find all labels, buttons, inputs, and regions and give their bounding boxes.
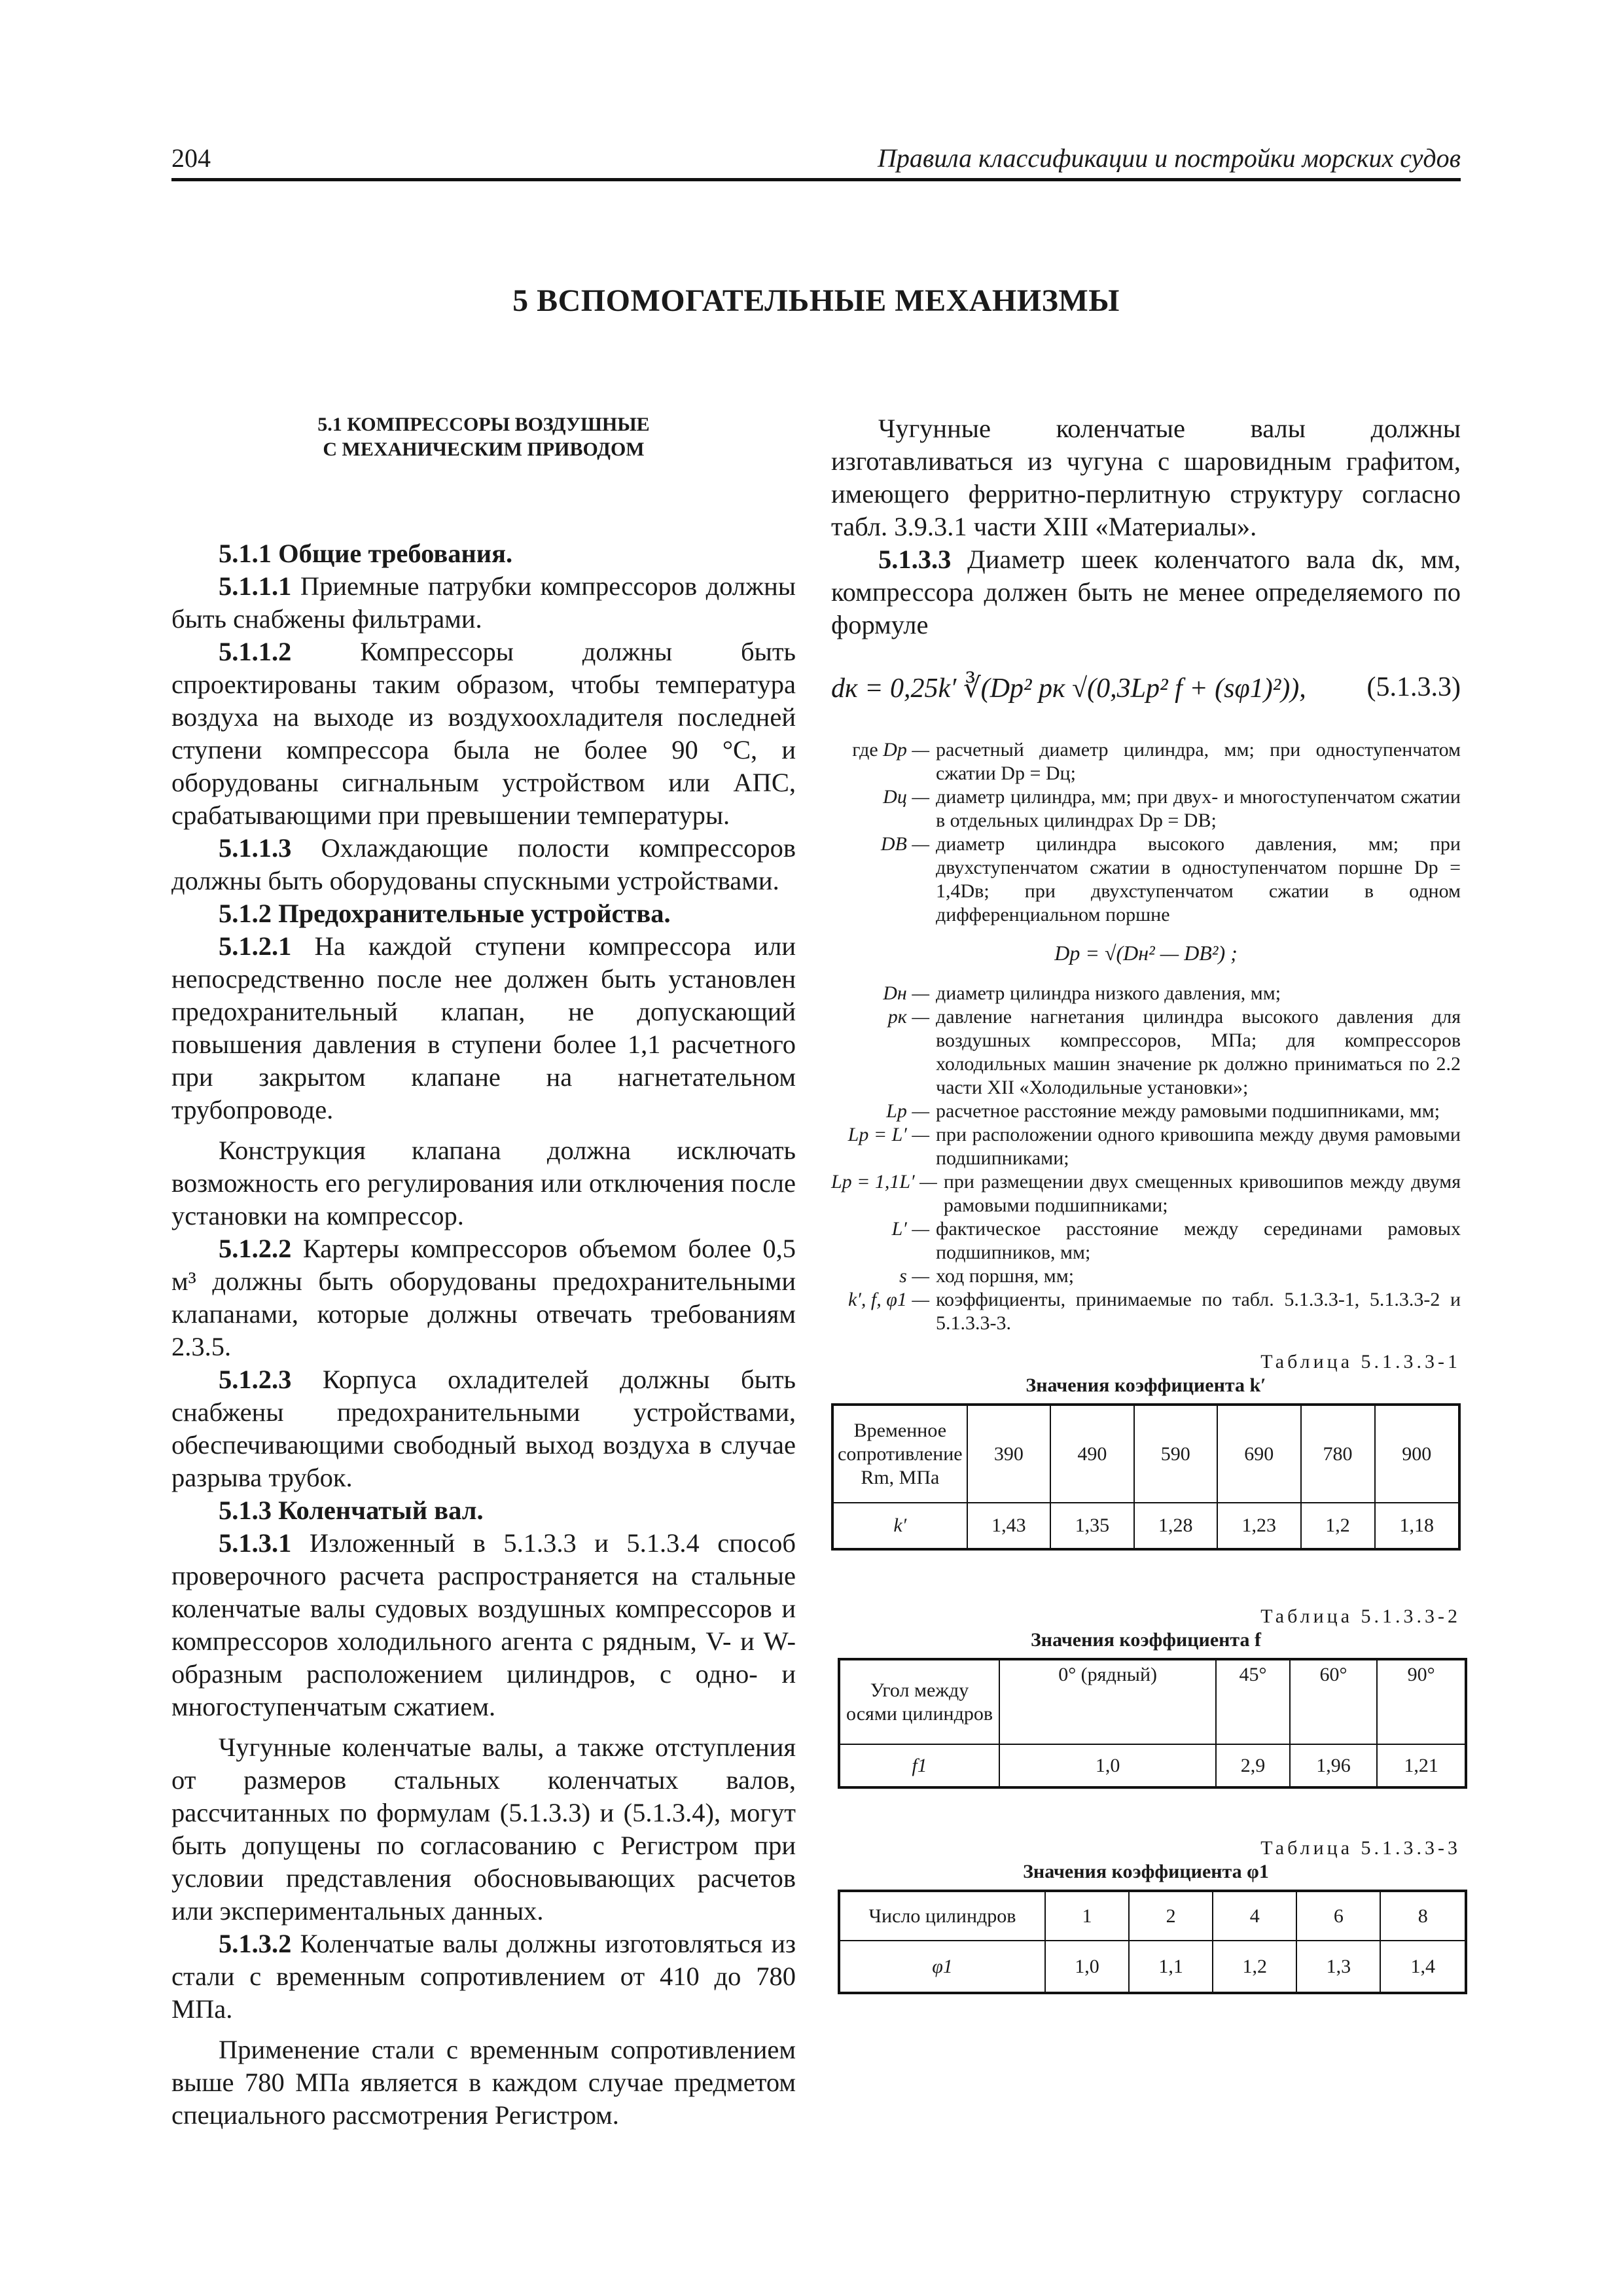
definition-item xyxy=(831,1005,1461,1100)
definition-item xyxy=(831,1170,1461,1217)
definition-text: давление нагнетания цилиндра высокого давления для воздушных компрессоров, МПа; для компрессоров холодильных машин значение pк должно приниматься по 2.2 части XII «Холодильные установки»; xyxy=(936,1006,1461,1098)
para-5-1-2-2 xyxy=(171,1232,796,1363)
table-title: Значения коэффициента k′ xyxy=(1026,1374,1266,1396)
definition-item xyxy=(831,1100,1461,1123)
table-row xyxy=(839,1941,1466,1993)
right-column xyxy=(831,412,1461,1994)
table-cell: 1,96 xyxy=(1290,1744,1378,1787)
para-number: 5.1.3.3 xyxy=(878,545,952,574)
table-cell: 0° (рядный) xyxy=(999,1659,1216,1744)
table-cell: 2 xyxy=(1129,1891,1213,1941)
table-cell: 90° xyxy=(1377,1659,1466,1744)
definition-item xyxy=(831,1265,1461,1288)
table-cell: 900 xyxy=(1375,1405,1459,1503)
para-steel-over-780: Применение стали с временным сопротивлением выше 780 МПа является в каждом случае предметом специального рассмотрения Регистром. xyxy=(171,2035,796,2130)
table-title: Значения коэффициента φ1 xyxy=(1023,1861,1269,1882)
left-column xyxy=(171,412,796,2132)
table-cell: 1,2 xyxy=(1213,1941,1296,1993)
definition-item xyxy=(831,1217,1461,1265)
definition-symbol: Dц — xyxy=(883,786,929,808)
para-5-1-3-1 xyxy=(171,1527,796,1723)
definition-item xyxy=(831,833,1461,927)
chapter-title: 5 ВСПОМОГАТЕЛЬНЫЕ МЕХАНИЗМЫ xyxy=(512,283,1120,318)
definition-symbol: pк — xyxy=(887,1006,929,1028)
table-cell: 1,43 xyxy=(967,1503,1050,1549)
definition-text: коэффициенты, принимаемые по табл. 5.1.3.3-1, 5.1.3.3-2 и 5.1.3.3-3. xyxy=(936,1289,1461,1334)
table-cell: 1 xyxy=(1045,1891,1129,1941)
table-cell: 1,0 xyxy=(999,1744,1216,1787)
table-cell: 390 xyxy=(967,1405,1050,1503)
para-number: 5.1.1.2 xyxy=(219,637,292,666)
para-text: Компрессоры должны быть спроектированы таким образом, чтобы температура воздуха на выходе из воздухоохладителя последней ступени компрессора была не более 90 °С, и оборудованы сигнальным устройством или АПС, срабатывающими при превышении температуры. xyxy=(171,637,796,830)
table-row xyxy=(839,1659,1466,1744)
para-cast-iron: Чугунные коленчатые валы должны изготавливаться из чугуна с шаровидным графитом, имеющего ферритно-перлитную структуру согласно табл. 3.9.3.1 части XIII «Материалы». xyxy=(831,414,1461,541)
definition-text: диаметр цилиндра, мм; при двух- и многоступенчатом сжатии в отдельных цилиндрах Dр = DВ; xyxy=(936,786,1461,831)
table-label: Таблица 5.1.3.3-3 xyxy=(1260,1837,1461,1859)
para-number: 5.1.1.1 xyxy=(219,571,292,601)
table-cell: 45° xyxy=(1216,1659,1290,1744)
definition-item xyxy=(831,738,1461,785)
definition-item xyxy=(831,785,1461,833)
definition-symbol: k′, f, φ1 — xyxy=(848,1289,929,1310)
table-title: Значения коэффициента f xyxy=(1030,1629,1262,1651)
formula-expression: dк = 0,25k′ ∛(Dр² pк √(0,3Lр² f + (sφ1)²)), xyxy=(831,673,1306,704)
formula-5-1-3-3 xyxy=(831,655,1461,720)
definition-symbol: Lр = L′ — xyxy=(847,1124,929,1145)
para-text: Изложенный в 5.1.3.3 и 5.1.3.4 способ проверочного расчета распространяется на стальные коленчатые валы судовых воздушных компрессоров и компрессоров холодильного агента с рядным, V- и W-образным расположением цилиндров, с одно- и многоступенчатым сжатием. xyxy=(171,1528,796,1721)
definition-text: фактическое расстояние между серединами рамовых подшипников, мм; xyxy=(936,1218,1461,1263)
formula-number: (5.1.3.3) xyxy=(1366,672,1461,702)
para-5-1-1-2 xyxy=(171,636,796,832)
table-cell: 1,35 xyxy=(1050,1503,1133,1549)
para-cast-iron-deviation: Чугунные коленчатые валы, а также отступления от размеров стальных коленчатых валов, рассчитанных по формулам (5.1.3.3) и (5.1.3.4), могут быть допущены по согласованию с Регистром при условии представления обосновывающих расчетов или экспериментальных данных. xyxy=(171,1732,796,1926)
definition-item xyxy=(831,982,1461,1005)
sub-formula: Dр = √(Dн² — DВ²) ; xyxy=(1054,941,1238,965)
para-text: Приемные патрубки компрессоров должны быть снабжены фильтрами. xyxy=(171,571,796,634)
para-number: 5.1.2.3 xyxy=(219,1365,292,1394)
para-5-1-3-2 xyxy=(171,1928,796,2026)
where-word: где xyxy=(852,739,878,761)
definition-text: расчетный диаметр цилиндра, мм; при одноступенчатом сжатии Dр = Dц; xyxy=(936,739,1461,784)
heading-5-1-3: 5.1.3 Коленчатый вал. xyxy=(219,1496,484,1525)
definition-text: ход поршня, мм; xyxy=(936,1265,1075,1287)
para-number: 5.1.2.2 xyxy=(219,1234,292,1263)
definition-text: расчетное расстояние между рамовыми подшипниками, мм; xyxy=(936,1100,1440,1122)
table-row xyxy=(832,1405,1459,1503)
definition-text: при расположении одного кривошипа между двумя рамовыми подшипниками; xyxy=(936,1124,1461,1169)
para-text: Диаметр шеек коленчатого вала dк, мм, компрессора должен быть не менее определяемого по формуле xyxy=(831,545,1461,639)
para-text: Картеры компрессоров объемом более 0,5 м³ должны быть оборудованы предохранительными клапанами, которые должны отвечать требованиям 2.3.5. xyxy=(171,1234,796,1361)
page-number: 204 xyxy=(171,143,211,173)
definition-item xyxy=(831,1288,1461,1335)
para-number: 5.1.2.1 xyxy=(219,931,292,961)
table-cell: 1,23 xyxy=(1217,1503,1300,1549)
table-row-label: φ1 xyxy=(839,1941,1045,1993)
para-5-1-1-3 xyxy=(171,832,796,897)
para-number: 5.1.3.2 xyxy=(219,1929,292,1958)
table-cell: 1,21 xyxy=(1377,1744,1466,1787)
table-cell: 1,28 xyxy=(1134,1503,1217,1549)
section-title-line1: 5.1 КОМПРЕССОРЫ ВОЗДУШНЫЕ xyxy=(317,414,650,435)
section-title-line2: С МЕХАНИЧЕСКИМ ПРИВОДОМ xyxy=(323,439,645,460)
section-title xyxy=(171,412,796,462)
para-5-1-2-3 xyxy=(171,1363,796,1494)
table-cell: 4 xyxy=(1213,1891,1296,1941)
running-title: Правила классификации и постройки морских судов xyxy=(877,143,1461,173)
table-row xyxy=(832,1503,1459,1549)
table-cell: 690 xyxy=(1217,1405,1300,1503)
para-valve: Конструкция клапана должна исключать возможность его регулирования или отключения после установки на компрессор. xyxy=(171,1136,796,1230)
table-label: Таблица 5.1.3.3-2 xyxy=(1260,1605,1461,1627)
definition-text: при размещении двух смещенных кривошипов между двумя рамовыми подшипниками; xyxy=(943,1171,1461,1216)
table-5-1-3-3-3 xyxy=(838,1890,1467,1994)
definition-symbol: где Dр — xyxy=(852,739,929,761)
table-header-cell: Временное сопротивление Rm, МПа xyxy=(832,1405,967,1503)
table-cell: 2,9 xyxy=(1216,1744,1290,1787)
para-text: На каждой ступени компрессора или непосредственно после нее должен быть установлен предохранительный клапан, не допускающий повышения давления в ступени более 1,1 расчетного при закрытом клапане на нагнетательном трубопроводе. xyxy=(171,931,796,1124)
table-row-label: k′ xyxy=(832,1503,967,1549)
definitions-list xyxy=(831,738,1461,1335)
table-cell: 1,1 xyxy=(1129,1941,1213,1993)
table-cell: 1,18 xyxy=(1375,1503,1459,1549)
table-row xyxy=(839,1744,1466,1787)
table-cell: 6 xyxy=(1296,1891,1380,1941)
table-cell: 590 xyxy=(1134,1405,1217,1503)
table-header-cell: Угол между осями цилиндров xyxy=(839,1659,999,1744)
para-text: Коленчатые валы должны изготовляться из стали с временным сопротивлением от 410 до 780 МПа. xyxy=(171,1929,796,2024)
definition-symbol: DВ — xyxy=(880,833,929,855)
para-text: Охлаждающие полости компрессоров должны быть оборудованы спускными устройствами. xyxy=(171,833,796,895)
header-rule xyxy=(171,178,1461,181)
para-number: 5.1.1.3 xyxy=(219,833,292,863)
heading-5-1-1: 5.1.1 Общие требования. xyxy=(219,539,513,568)
table-5-1-3-3-2 xyxy=(838,1658,1467,1789)
para-number: 5.1.3.1 xyxy=(219,1528,292,1558)
table-cell: 780 xyxy=(1301,1405,1375,1503)
table-cell: 490 xyxy=(1050,1405,1133,1503)
para-5-1-3-3 xyxy=(831,543,1461,641)
table-label: Таблица 5.1.3.3-1 xyxy=(1260,1351,1461,1372)
definition-symbol: L′ — xyxy=(891,1218,929,1240)
definition-text: диаметр цилиндра высокого давления, мм; при двухступенчатом сжатии в одноступенчатом поршне Dр = 1,4Dв; при двухступенчатом сжатии в одном дифференциальном поршне xyxy=(936,833,1461,925)
table-cell: 8 xyxy=(1380,1891,1466,1941)
table-cell: 1,3 xyxy=(1296,1941,1380,1993)
para-5-1-1-1 xyxy=(171,570,796,636)
definition-symbol: Lр = 1,1L′ — xyxy=(831,1171,937,1193)
definition-item xyxy=(831,1123,1461,1170)
heading-5-1-2: 5.1.2 Предохранительные устройства. xyxy=(219,899,671,928)
table-row-label: f1 xyxy=(839,1744,999,1787)
para-text: Корпуса охладителей должны быть снабжены предохранительными устройствами, обеспечивающими свободный выход воздуха в случае разрыва трубок. xyxy=(171,1365,796,1492)
table-cell: 1,0 xyxy=(1045,1941,1129,1993)
para-5-1-2-1 xyxy=(171,930,796,1126)
definition-symbol: s — xyxy=(899,1265,929,1287)
definition-symbol: Lр — xyxy=(886,1100,929,1122)
table-cell: 1,4 xyxy=(1380,1941,1466,1993)
definition-symbol: Dн — xyxy=(883,982,929,1004)
table-cell: 60° xyxy=(1290,1659,1378,1744)
table-5-1-3-3-1 xyxy=(831,1403,1461,1551)
table-header-cell: Число цилиндров xyxy=(839,1891,1045,1941)
definition-text: диаметр цилиндра низкого давления, мм; xyxy=(936,982,1281,1004)
table-row xyxy=(839,1891,1466,1941)
table-cell: 1,2 xyxy=(1301,1503,1375,1549)
